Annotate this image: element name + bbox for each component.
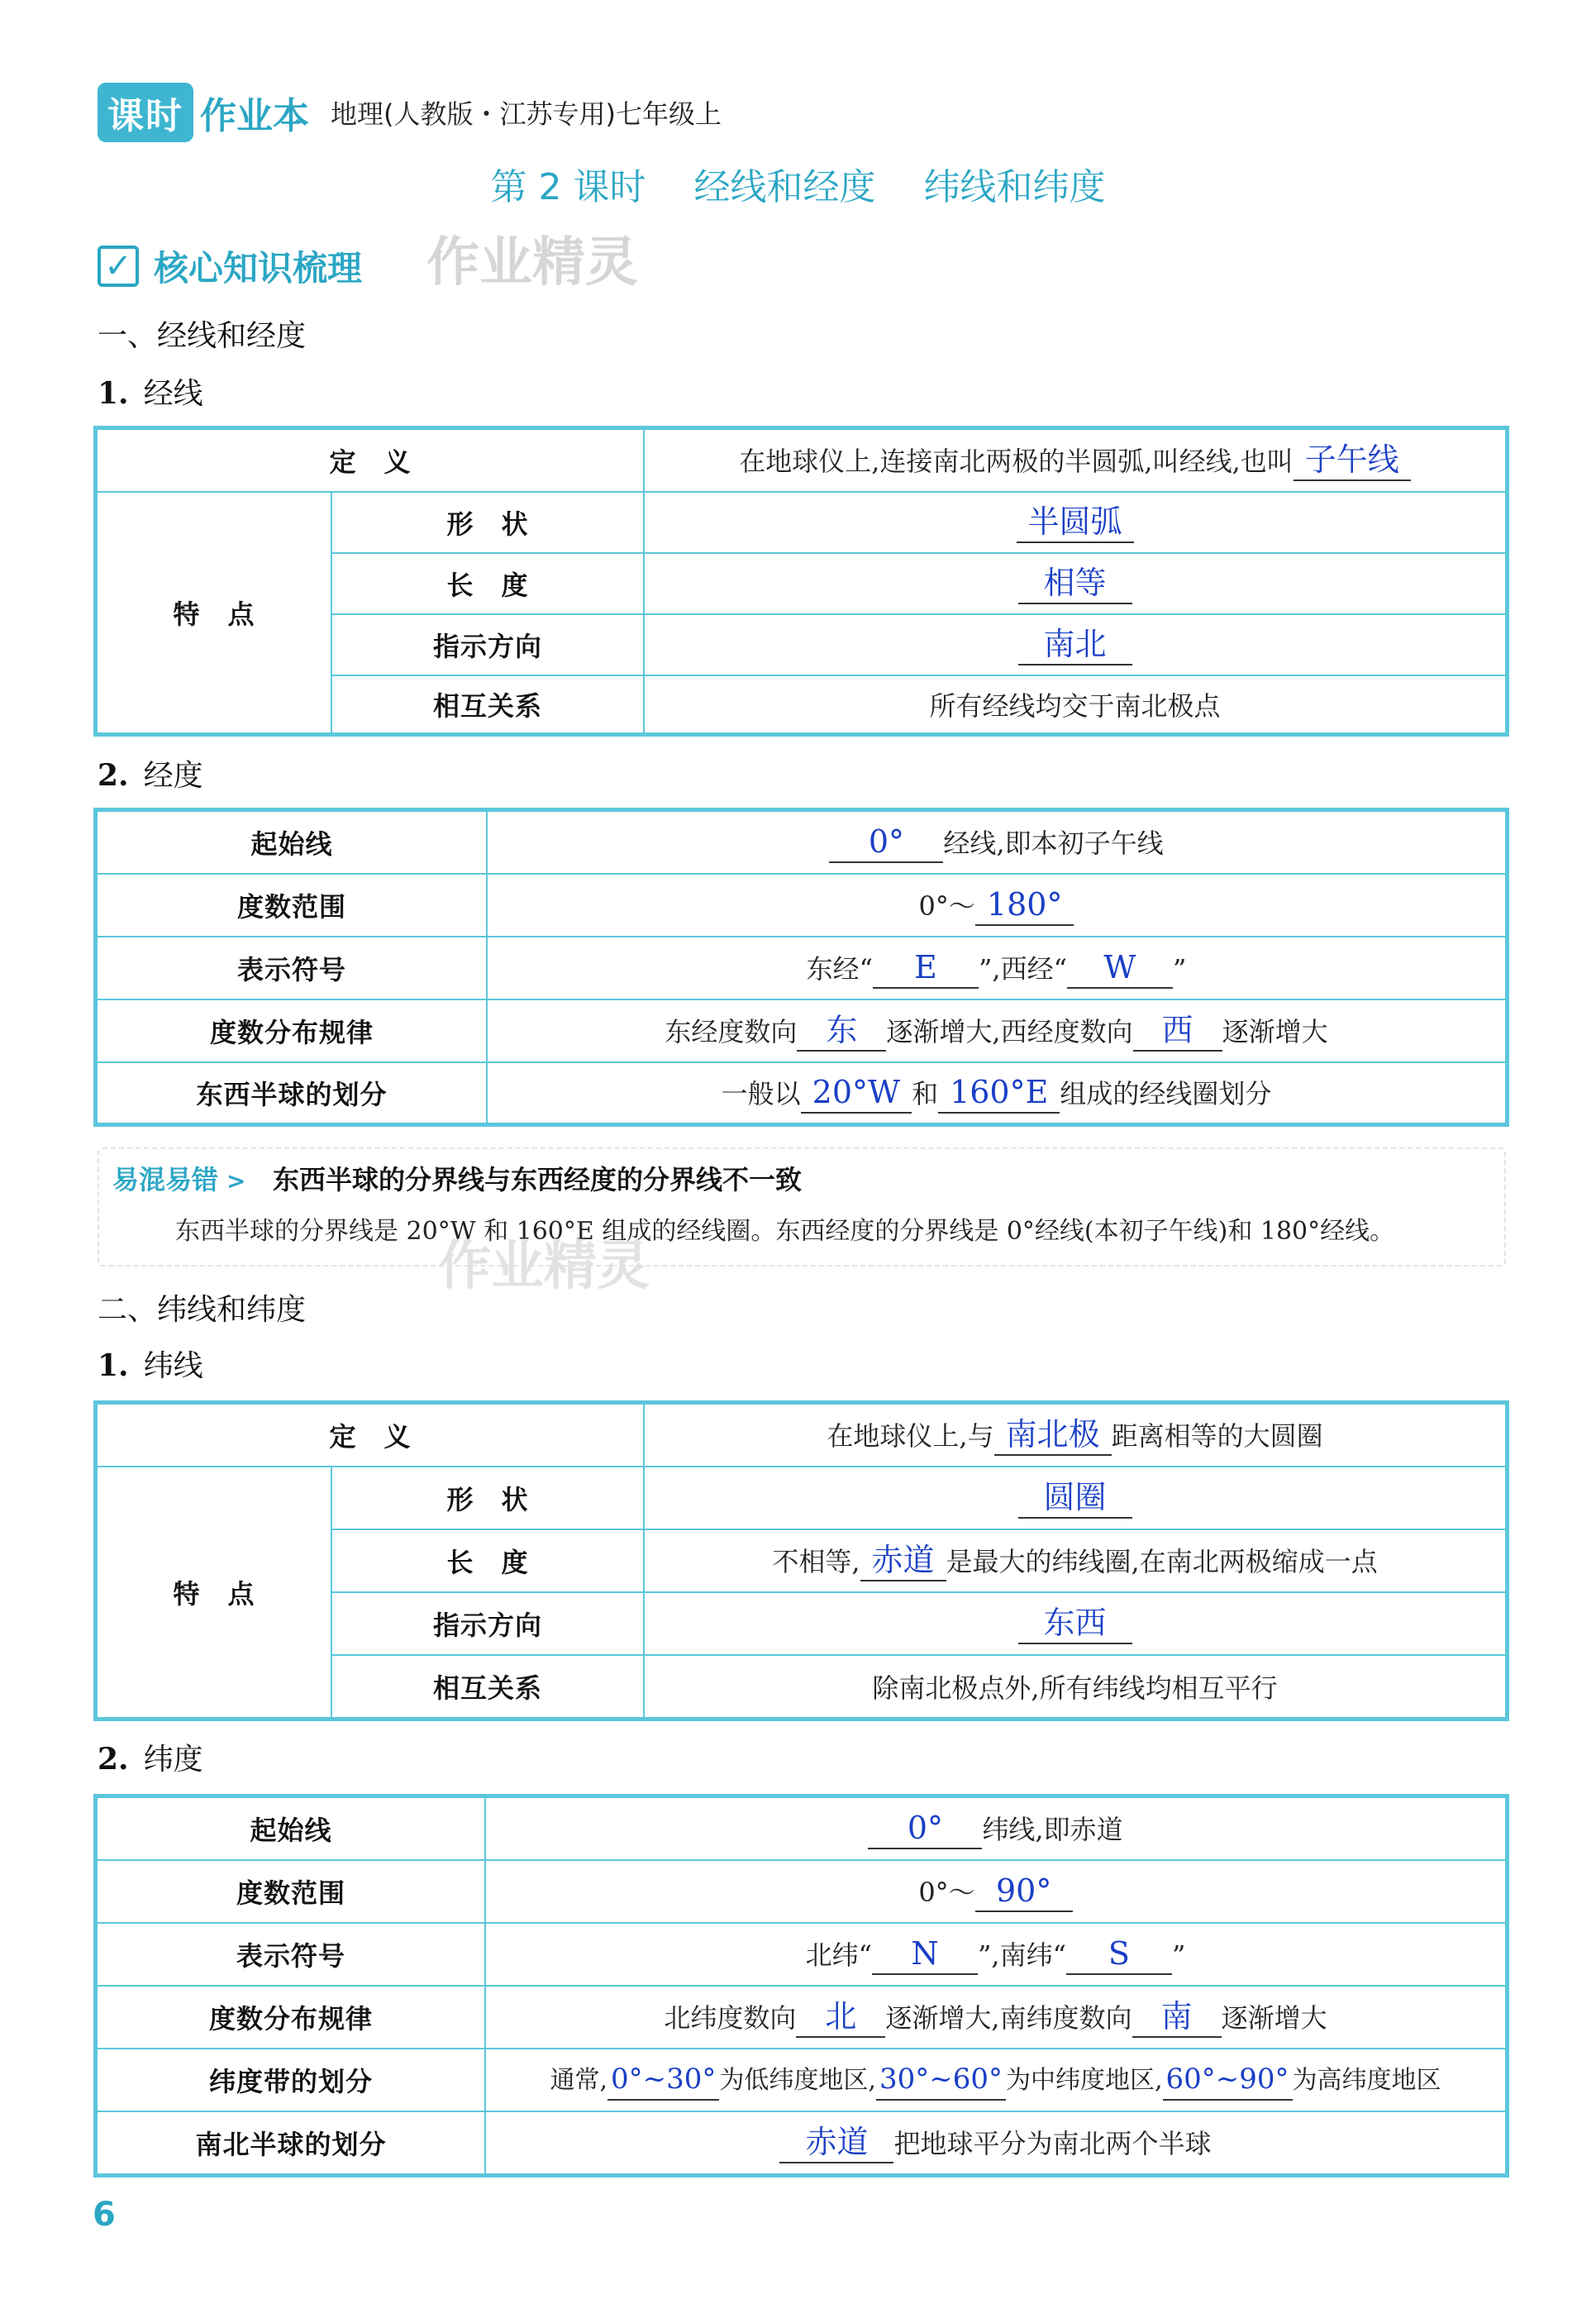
row-content [485, 1986, 1506, 2049]
row-label: 长 度 [331, 553, 644, 614]
answer-blank: 160°E [938, 1072, 1060, 1114]
row-label: 长 度 [331, 1529, 644, 1592]
row-content [485, 1797, 1506, 1860]
sub-number: 1. [98, 1348, 129, 1383]
row-text: 为中纬度地区, [1005, 2066, 1163, 2095]
row-text: 经线,即本初子午线 [943, 828, 1164, 859]
row-label: 相互关系 [331, 675, 644, 733]
row-label: 起始线 [97, 1797, 485, 1860]
row-label: 形 状 [331, 492, 644, 553]
part2-sub2-heading [98, 1736, 203, 1778]
brand-name: 作业本 [200, 95, 309, 137]
checkbox-icon: ✓ [98, 246, 139, 287]
sub-title: 纬线 [143, 1349, 203, 1383]
row-label: 表示符号 [97, 1923, 485, 1986]
row-text: 0°～ [918, 1877, 975, 1908]
answer-blank: 东 [797, 1010, 886, 1052]
sub-title: 经线 [143, 377, 203, 411]
answer-blank: 0° [868, 1808, 982, 1849]
row-label: 相互关系 [331, 1655, 644, 1718]
lesson-title [0, 157, 1596, 210]
row-text: 距离相等的大圆圈 [1111, 1420, 1323, 1452]
answer-blank: 30°~60° [876, 2059, 1006, 2101]
row-content [487, 1062, 1506, 1123]
answer-blank: 南北 [1018, 624, 1132, 665]
answer-blank: W [1067, 947, 1173, 989]
definition-cell [644, 1404, 1506, 1467]
lesson-topic-1: 经线和经度 [693, 166, 876, 208]
row-content [485, 2049, 1506, 2111]
row-text: 纬线,即赤道 [982, 1814, 1123, 1845]
page-number: 6 [93, 2196, 116, 2234]
row-label: 表示符号 [97, 937, 487, 999]
row-text: ”,西经“ [979, 953, 1067, 985]
row-label: 东西半球的划分 [97, 1062, 487, 1123]
sub-title: 纬度 [143, 1743, 203, 1777]
answer-cell [644, 614, 1506, 675]
row-content [487, 874, 1506, 937]
answer-cell [644, 1592, 1506, 1655]
latitude-table [96, 1796, 1507, 2175]
row-label: 指示方向 [331, 1592, 644, 1655]
row-text: 和 [912, 1078, 939, 1109]
brand-logo: 课时 [98, 83, 193, 142]
answer-blank: 北 [796, 1996, 885, 2038]
section-heading [98, 241, 362, 291]
row-text: ”,南纬“ [978, 1939, 1066, 1971]
longitude-table [96, 810, 1507, 1124]
answer-blank: E [873, 947, 979, 989]
sub-number: 2. [98, 758, 129, 793]
row-content [487, 999, 1506, 1062]
row-text: 在地球仪上,与 [827, 1420, 994, 1452]
answer-blank: 0°~30° [607, 2059, 719, 2101]
row-text: 逐渐增大 [1222, 1016, 1328, 1047]
row-content [487, 811, 1506, 874]
tip-label [112, 1159, 254, 1197]
row-label: 南北半球的划分 [97, 2111, 485, 2174]
row-text: 东经“ [806, 953, 874, 985]
row-label: 起始线 [97, 811, 487, 874]
answer-blank: 60°~90° [1163, 2059, 1293, 2101]
row-text: ” [1172, 953, 1187, 985]
answer-blank: 赤道 [779, 2122, 893, 2163]
row-text: 逐渐增大,南纬度数向 [885, 2002, 1132, 2034]
row-text: 除南北极点外,所有纬线均相互平行 [644, 1655, 1506, 1718]
row-label: 指示方向 [331, 614, 644, 675]
row-text: 逐渐增大,西经度数向 [886, 1016, 1133, 1047]
answer-blank: 180° [975, 885, 1074, 926]
answer-blank: N [872, 1934, 978, 1975]
tip-title: 东西半球的分界线与东西经度的分界线不一致 [273, 1164, 803, 1195]
answer-blank: 西 [1133, 1010, 1222, 1052]
answer-blank: 南北极 [994, 1414, 1112, 1456]
tip-label-text: 易混易错 [112, 1164, 219, 1195]
answer-blank: 90° [975, 1871, 1073, 1912]
row-text: 组成的经线圈划分 [1060, 1078, 1272, 1109]
watermark-top: 作业精灵 [426, 232, 638, 293]
row-text: 为低纬度地区, [719, 2066, 876, 2095]
part1-heading: 一、经线和经度 [98, 319, 307, 353]
sub-title: 经度 [143, 759, 203, 793]
definition-label: 定 义 [97, 429, 644, 492]
answer-cell [644, 553, 1506, 614]
chevron-right-icon: > [226, 1167, 246, 1195]
answer-blank: 0° [829, 822, 943, 863]
part1-sub2-heading [98, 752, 203, 794]
row-text: 东经度数向 [665, 1016, 798, 1047]
answer-blank: 圆圈 [1018, 1477, 1132, 1519]
row-label: 度数范围 [97, 1860, 485, 1923]
row-label: 度数分布规律 [97, 999, 487, 1062]
row-text: 为高纬度地区 [1292, 2066, 1441, 2095]
row-content [485, 1860, 1506, 1923]
answer-blank: 相等 [1018, 563, 1132, 604]
brand-header [98, 83, 722, 142]
row-content [485, 2111, 1506, 2174]
answer-blank: 南 [1132, 1996, 1222, 2038]
row-text: 一般以 [721, 1078, 801, 1109]
answer-blank: 赤道 [860, 1540, 946, 1581]
part1-sub1-heading [98, 370, 203, 413]
lesson-topic-2: 纬线和纬度 [923, 166, 1106, 208]
row-label: 度数分布规律 [97, 1986, 485, 2049]
book-subtitle: 地理(人教版・江苏专用)七年级上 [331, 98, 722, 130]
sub-number: 2. [98, 1742, 129, 1777]
lesson-number: 第 2 课时 [490, 166, 646, 208]
row-text: 不相等, [772, 1546, 860, 1577]
row-text: 北纬“ [805, 1939, 873, 1971]
answer-blank: S [1066, 1934, 1172, 1975]
definition-cell [644, 429, 1506, 492]
answer-cell [644, 492, 1506, 553]
row-text: 所有经线均交于南北极点 [644, 675, 1506, 733]
row-text: 通常, [550, 2066, 608, 2095]
feature-label: 特 点 [97, 492, 331, 733]
row-content [487, 937, 1506, 999]
feature-label: 特 点 [97, 1467, 331, 1718]
row-text: 是最大的纬线圈,在南北两极缩成一点 [946, 1546, 1378, 1577]
part2-heading: 二、纬线和纬度 [98, 1293, 307, 1327]
answer-cell [644, 1467, 1506, 1529]
tip-box [98, 1147, 1506, 1266]
row-content [644, 1529, 1506, 1592]
row-label: 纬度带的划分 [97, 2049, 485, 2111]
row-label: 形 状 [331, 1467, 644, 1529]
answer-blank: 东西 [1018, 1603, 1132, 1644]
section-heading-text: 核心知识梳理 [154, 248, 363, 289]
answer-blank: 半圆弧 [1017, 502, 1134, 543]
answer-blank: 20°W [801, 1072, 912, 1114]
watermark-middle: 作业精灵 [438, 1236, 650, 1297]
sub-number: 1. [98, 376, 129, 411]
definition-text: 在地球仪上,连接南北两极的半圆弧,叫经线,也叫 [739, 446, 1293, 477]
tip-body: 东西半球的分界线是 20°W 和 160°E 组成的经线圈。东西经度的分界线是 0°经线(本初子午线)和 180°经线。 [175, 1217, 1395, 1246]
row-label: 度数范围 [97, 874, 487, 937]
part2-sub1-heading [98, 1343, 203, 1385]
definition-label: 定 义 [97, 1404, 644, 1467]
row-text: ” [1171, 1939, 1186, 1971]
answer-blank: 子午线 [1293, 440, 1411, 481]
row-text: 北纬度数向 [664, 2002, 797, 2034]
row-text: 逐渐增大 [1221, 2002, 1327, 2034]
parallel-table [96, 1403, 1507, 1719]
row-text: 把地球平分为南北两个半球 [893, 2128, 1212, 2159]
meridian-table [96, 428, 1507, 734]
row-content [485, 1923, 1506, 1986]
row-text: 0°～ [918, 890, 975, 922]
